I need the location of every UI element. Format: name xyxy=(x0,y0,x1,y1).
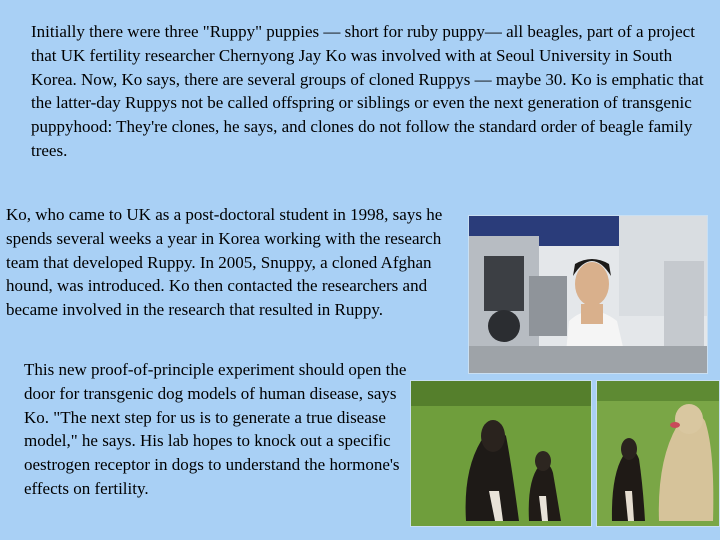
intro-paragraph: Initially there were three "Ruppy" puppies — short for ruby puppy— all beagles, part of a project that UK fertility researcher Chernyong Jay Ko was involved with at Seoul University in South Korea. Now, Ko says, there are several groups of cloned Ruppys — maybe 30. Ko is emphatic that the latter-day Ruppys not be called offspring or siblings or even the next generation of transgenic puppyhood: They're clones, he says, and clones do not follow the standard order of beagle family trees. xyxy=(31,22,704,160)
researcher-in-lab-photo xyxy=(468,215,708,374)
afghan-hounds-photo xyxy=(410,380,592,527)
afghan-hounds-image xyxy=(411,381,591,526)
researcher-in-lab-image xyxy=(469,216,707,373)
dogs-on-grass-photo xyxy=(596,380,720,527)
experiment-paragraph: This new proof-of-principle experiment should open the door for transgenic dog models of human disease, says Ko. "The next step for us is to generate a true disease model," he says. His lab hopes to knock out a specific oestrogen receptor in dogs to understand the hormone's effects on fertility. xyxy=(24,360,407,498)
ko-background-paragraph: Ko, who came to UK as a post-doctoral student in 1998, says he spends several weeks a year in Korea working with the research team that developed Ruppy. In 2005, Snuppy, a cloned Afghan hound, was introduced. Ko then contacted the researchers and became involved in the research that resulted in Ruppy. xyxy=(6,205,443,320)
dogs-on-grass-image xyxy=(597,381,719,526)
